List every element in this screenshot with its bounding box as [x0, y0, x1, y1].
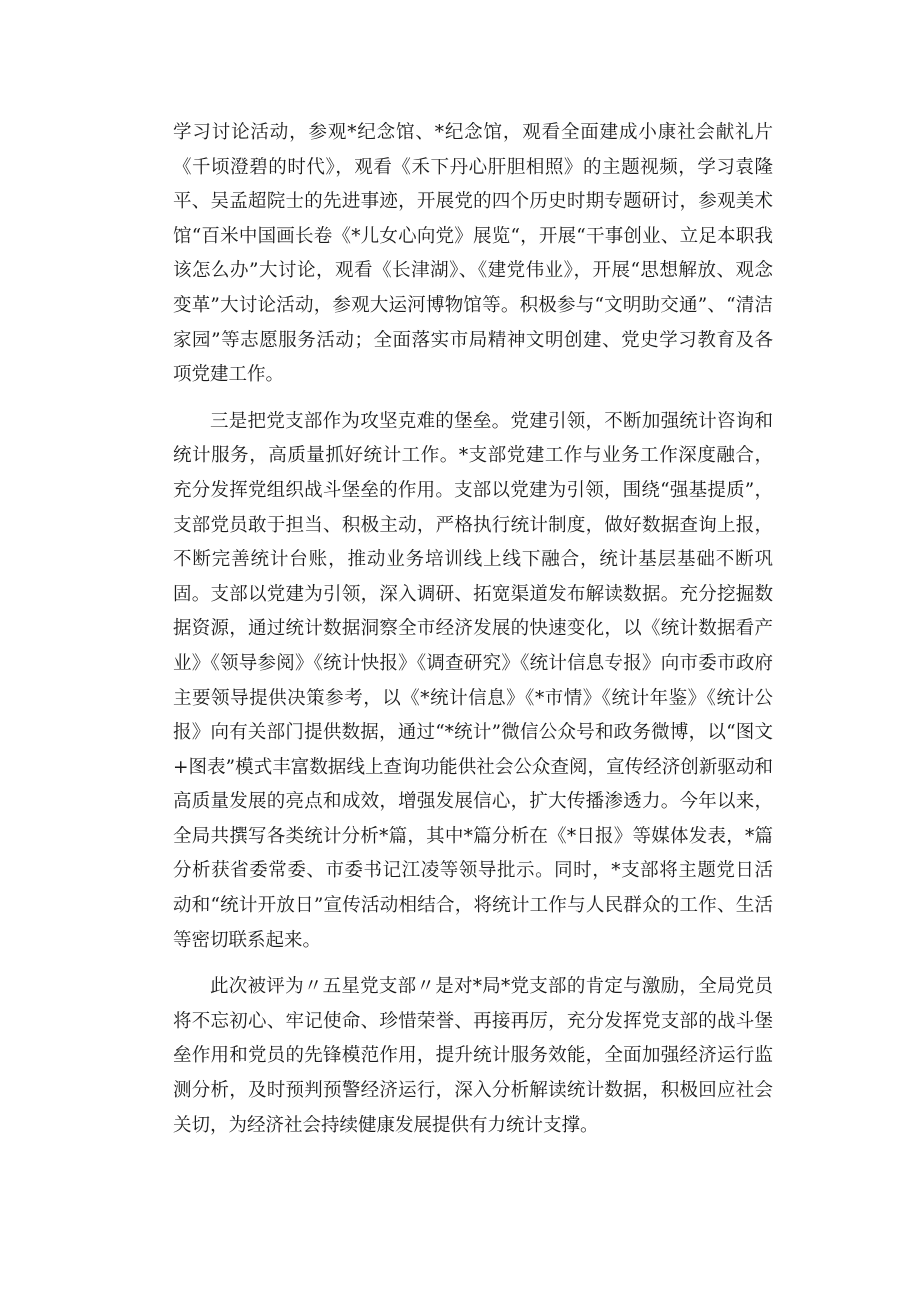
paragraph-activities: 学习讨论活动，参观*纪念馆、*纪念馆，观看全面建成小康社会献礼片《千顷澄碧的时代》，观看《禾下丹心肝胆相照》的主题视频，学习袁隆平、吴孟超院士的先进事迹，开展党的四个历史时期专题研讨，参观美术馆“百米中国画长卷《*儿女心向党》展览“，开展“干事创业、立足本职我该怎么办”大讨论，观看《长津湖》、《建党伟业》，开展“思想解放、观念变革”大讨论活动，参观大运河博物馆等。积极参与“文明助交通”、“清洁家园”等志愿服务活动；全面落实市局精神文明创建、党史学习教育及各项党建工作。	[173, 122, 773, 386]
paragraph-fortress: 三是把党支部作为攻坚克难的堡垒。党建引领，不断加强统计咨询和统计服务，高质量抓好统计工作。*支部党建工作与业务工作深度融合，充分发挥党组织战斗堡垒的作用。支部以党建为引领，围绕“强基提质”，支部党员敢于担当、积极主动，严格执行统计制度，做好数据查询上报，不断完善统计台账，推动业务培训线上线下融合，统计基层基础不断巩固。支部以党建为引领，深入调研、拓宽渠道发布解读数据。充分挖掘数据资源，通过统计数据洞察全市经济发展的快速变化，以《统计数据看产业》《领导参阅》《统计快报》《调查研究》《统计信息专报》向市委市政府主要领导提供决策参考，以《*统计信息》《*市情》《统计年鉴》《统计公报》向有关部门提供数据，通过“*统计”微信公众号和政务微博，以“图文+图表”模式丰富数据线上查询功能供社会公众查阅，宣传经济创新驱动和高质量发展的亮点和成效，增强发展信心，扩大传播渗透力。今年以来，全局共撰写各类统计分析*篇，其中*篇分析在《*日报》等媒体发表，*篇分析获省委常委、市委书记江凌等领导批示。同时，*支部将主题党日活动和“统计开放日”宣传活动相结合，将统计工作与人民群众的工作、生活等密切联系起来。	[173, 410, 773, 951]
paragraph-five-star: 此次被评为〃五星党支部〃是对*局*党支部的肯定与激励，全局党员将不忘初心、牢记使命、珍惜荣誉、再接再厉，充分发挥党支部的战斗堡垒作用和党员的先锋模范作用，提升统计服务效能，全面加强经济运行监测分析，及时预判预警经济运行，深入分析解读统计数据，积极回应社会关切，为经济社会持续健康发展提供有力统计支撑。	[173, 976, 773, 1136]
document-body	[173, 116, 773, 1143]
